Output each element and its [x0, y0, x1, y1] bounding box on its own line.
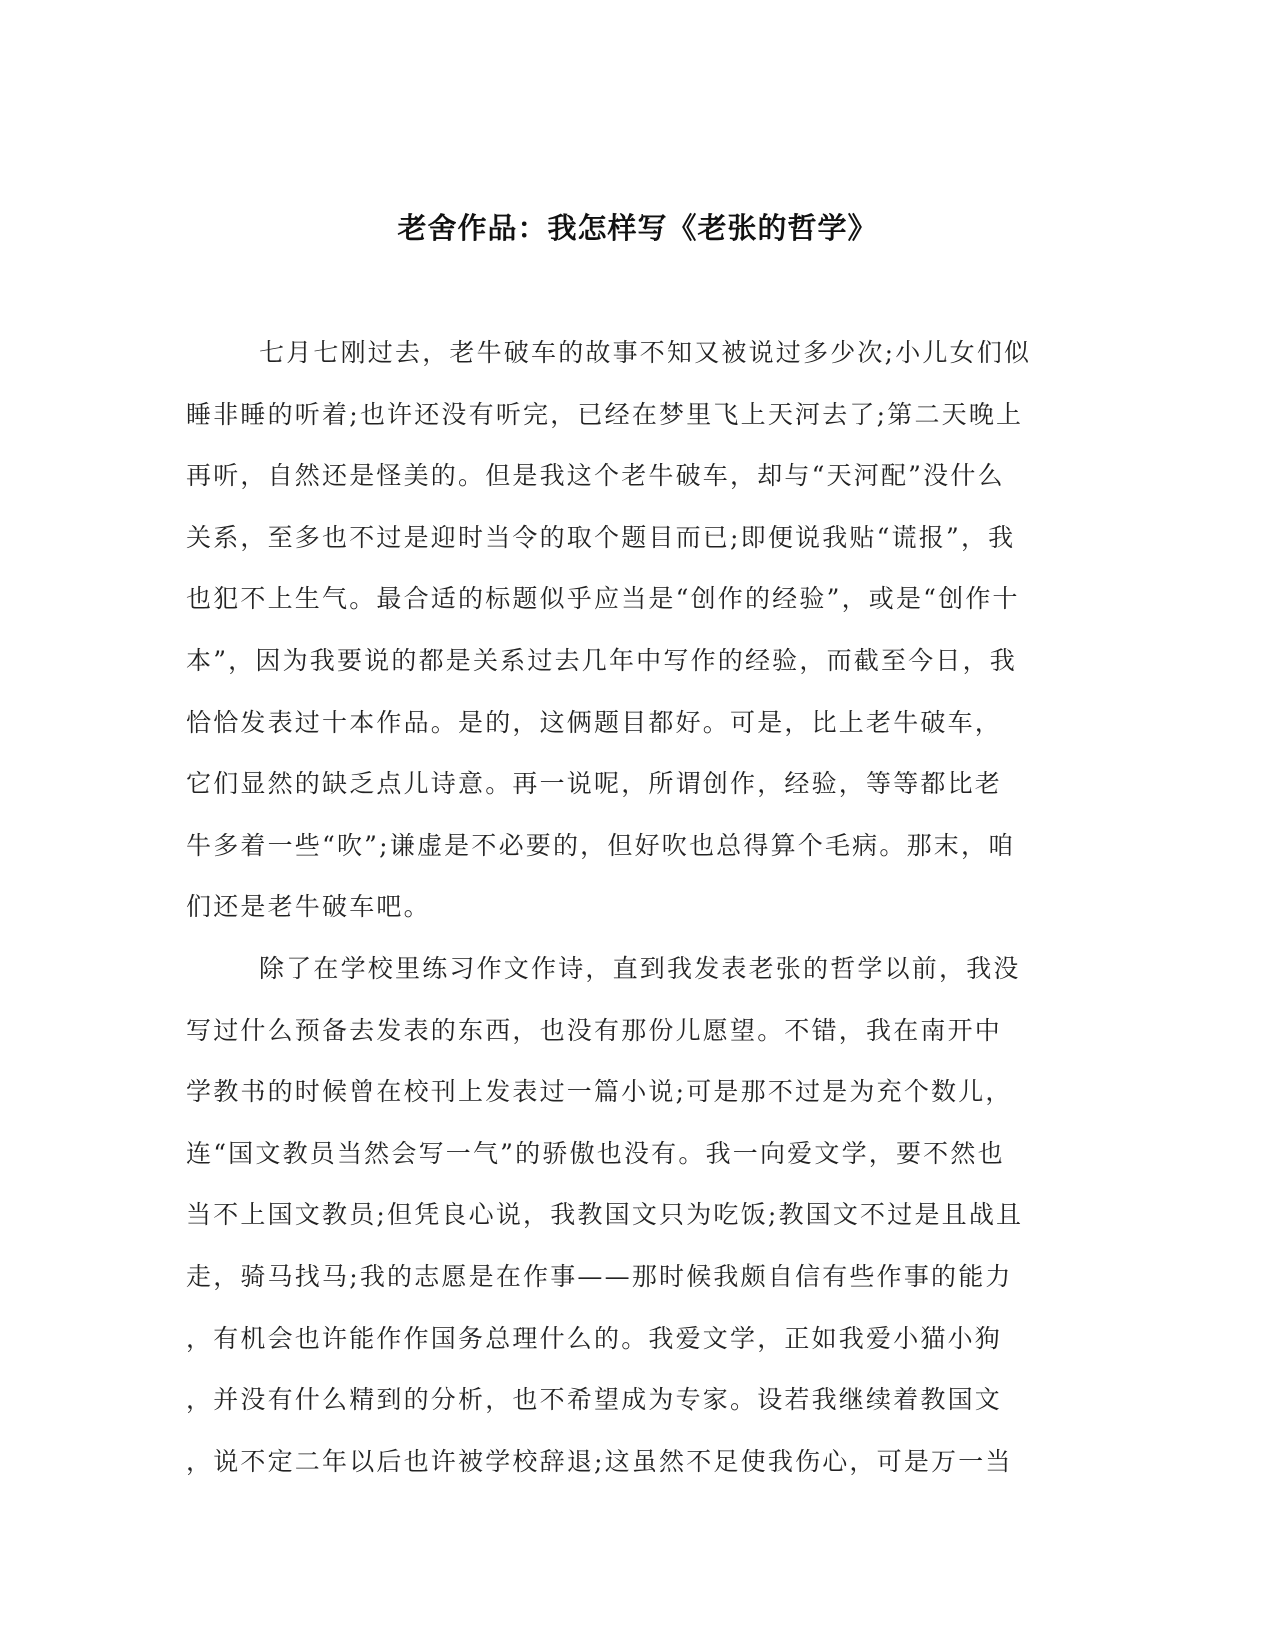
text-line: 也犯不上生气。最合适的标题似乎应当是“创作的经验”，或是“创作十 — [186, 584, 1020, 614]
text-line: 七月七刚过去，老牛破车的故事不知又被说过多少次;小儿女们似 — [259, 338, 1032, 367]
text-line: 学教书的时候曾在校刊上发表过一篇小说;可是那不过是为充个数儿， — [186, 1077, 1013, 1107]
text-line: 睡非睡的听着;也许还没有听完，已经在梦里飞上天河去了;第二天晚上 — [186, 399, 1024, 429]
text-line: 走，骑马找马;我的志愿是在作事——那时候我颇自信有些作事的能力 — [186, 1261, 1013, 1291]
text-line: 再听，自然还是怪美的。但是我这个老牛破车，却与“天河配”没什么 — [186, 461, 1005, 491]
text-line: 们还是老牛破车吧。 — [186, 892, 431, 922]
paragraph-2 — [186, 938, 1086, 1492]
text-line: ，并没有什么精到的分析，也不希望成为专家。设若我继续着教国文 — [186, 1385, 1003, 1415]
text-line: 它们显然的缺乏点儿诗意。再一说呢，所谓创作，经验，等等都比老 — [186, 769, 1003, 799]
text-line: 除了在学校里练习作文作诗，直到我发表老张的哲学以前，我没 — [259, 953, 1021, 983]
text-line: 关系，至多也不过是迎时当令的取个题目而已;即便说我贴“谎报”，我 — [186, 522, 1016, 552]
text-line: ，有机会也许能作作国务总理什么的。我爱文学，正如我爱小猫小狗 — [186, 1323, 1003, 1353]
document-body — [186, 322, 1086, 1492]
text-line: 写过什么预备去发表的东西，也没有那份儿愿望。不错，我在南开中 — [186, 1015, 1003, 1045]
paragraph-1 — [186, 322, 1086, 938]
text-line: 当不上国文教员;但凭良心说，我教国文只为吃饭;教国文不过是且战且 — [186, 1200, 1024, 1230]
text-line: 恰恰发表过十本作品。是的，这俩题目都好。可是，比上老牛破车， — [186, 707, 1003, 737]
text-line: 本”，因为我要说的都是关系过去几年中写作的经验，而截至今日，我 — [186, 645, 1017, 675]
text-line: 牛多着一些“吹”;谦虚是不必要的，但好吹也总得算个毛病。那末，咱 — [186, 830, 1016, 860]
text-line: 连“国文教员当然会写一气”的骄傲也没有。我一向爱文学，要不然也 — [186, 1138, 1005, 1168]
text-line: ，说不定二年以后也许被学校辞退;这虽然不足使我伤心，可是万一当 — [186, 1446, 1013, 1476]
document-title: 老舍作品：我怎样写《老张的哲学》 — [397, 211, 878, 245]
